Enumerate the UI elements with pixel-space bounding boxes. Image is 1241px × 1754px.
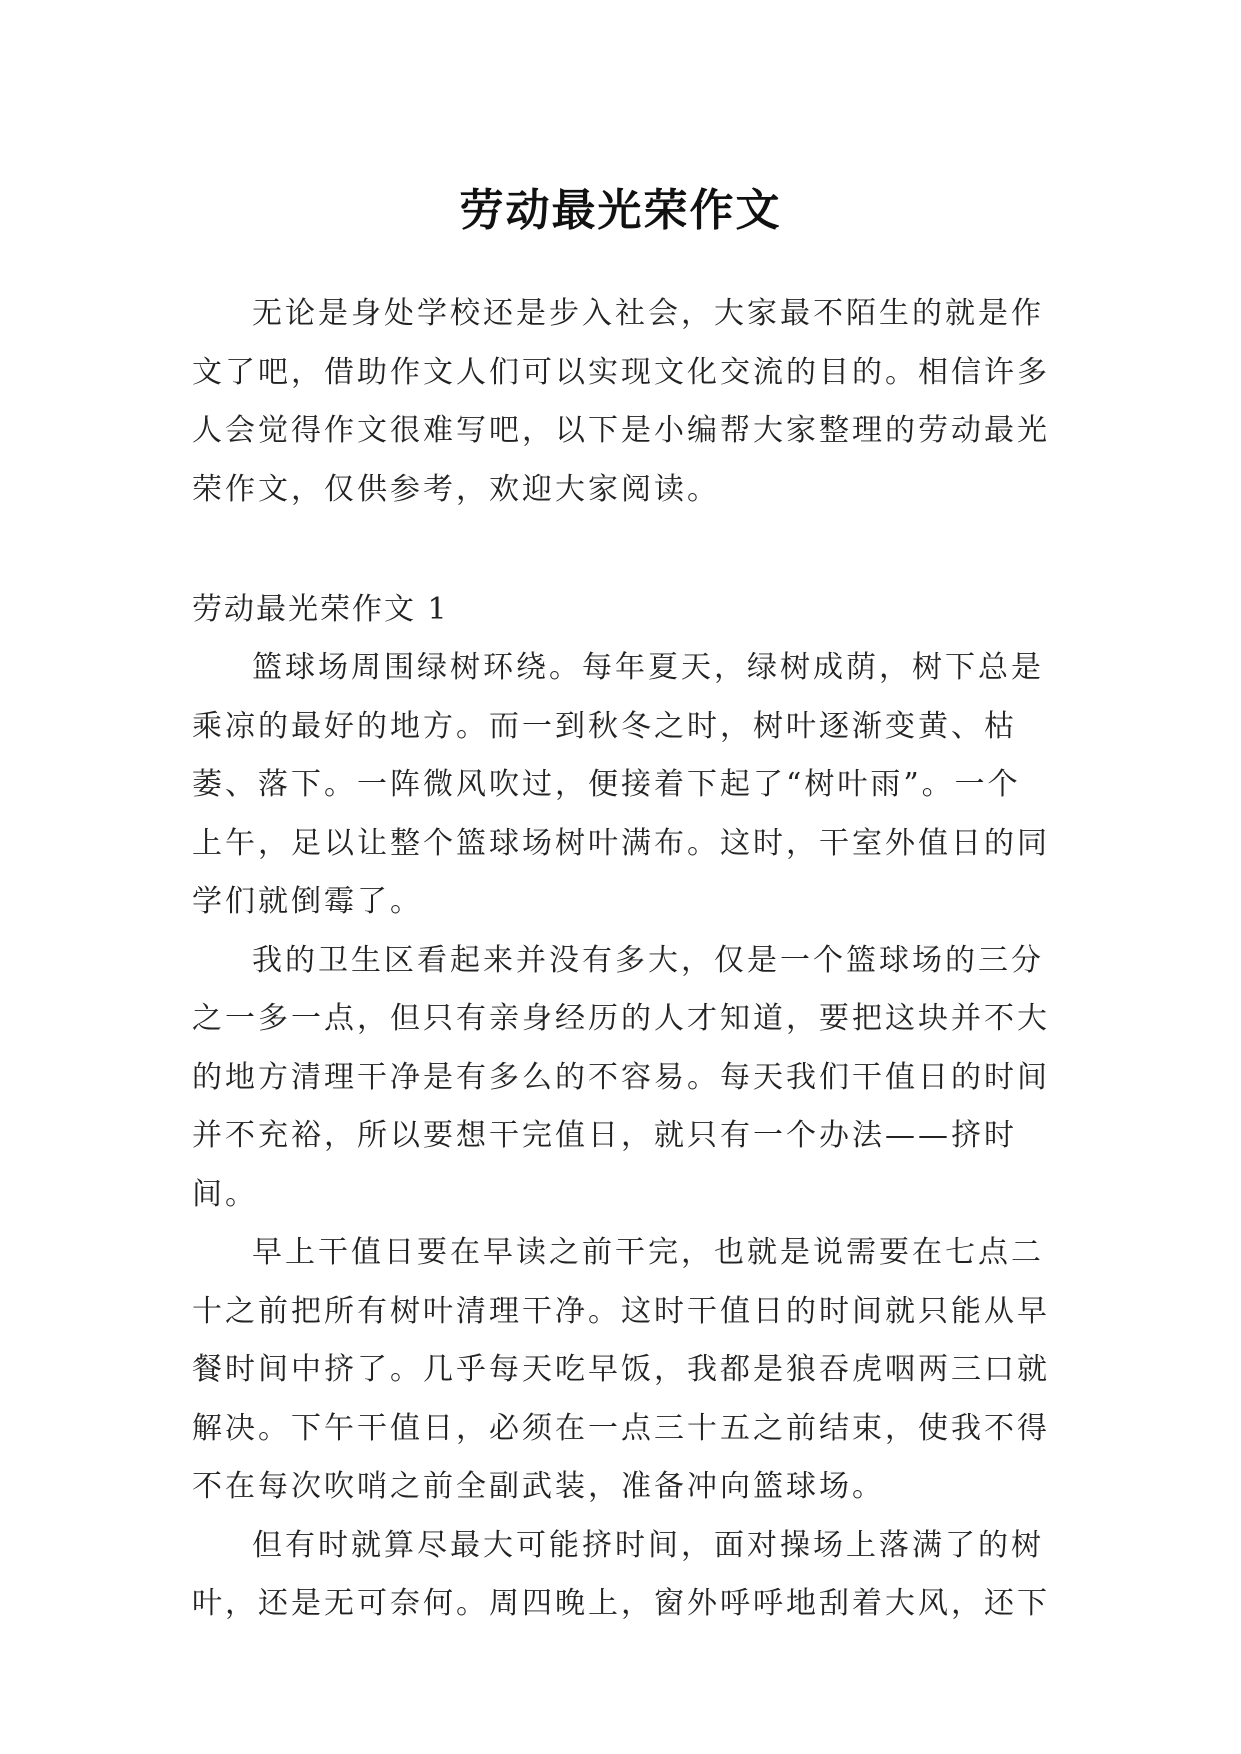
essay-paragraph: 篮球场周围绿树环绕。每年夏天，绿树成荫，树下总是乘凉的最好的地方。而一到秋冬之时，树叶逐渐变黄、枯萎、落下。一阵微风吹过，便接着下起了“树叶雨”。一个上午，足以让整个篮球场树叶满布。这时，干室外值日的同学们就倒霉了。 [192, 650, 1050, 919]
intro-paragraph: 无论是身处学校还是步入社会，大家最不陌生的就是作文了吧，借助作文人们可以实现文化交流的目的。相信许多人会觉得作文很难写吧，以下是小编帮大家整理的劳动最光荣作文，仅供参考，欢迎大家阅读。 [192, 296, 1050, 507]
essay-paragraph: 我的卫生区看起来并没有多大，仅是一个篮球场的三分之一多一点，但只有亲身经历的人才知道，要把这块并不大的地方清理干净是有多么的不容易。每天我们干值日的时间并不充裕，所以要想干完值日，就只有一个办法——挤时间。 [192, 942, 1050, 1212]
essay-body [192, 639, 1050, 1634]
section-heading: 劳动最光荣作文 1 [192, 592, 449, 627]
essay-paragraph: 早上干值日要在早读之前干完，也就是说需要在七点二十之前把所有树叶清理干净。这时干值日的时间就只能从早餐时间中挤了。几乎每天吃早饭，我都是狼吞虎咽两三口就解决。下午干值日，必须在一点三十五之前结束，使我不得不在每次吹哨之前全副武装，准备冲向篮球场。 [192, 1235, 1050, 1504]
intro-section [192, 285, 1050, 519]
document-title: 劳动最光荣作文 [459, 185, 782, 237]
essay-paragraph: 但有时就算尽最大可能挤时间，面对操场上落满了的树叶，还是无可奈何。周四晚上，窗外呼呼地刮着大风，还下 [192, 1527, 1050, 1621]
